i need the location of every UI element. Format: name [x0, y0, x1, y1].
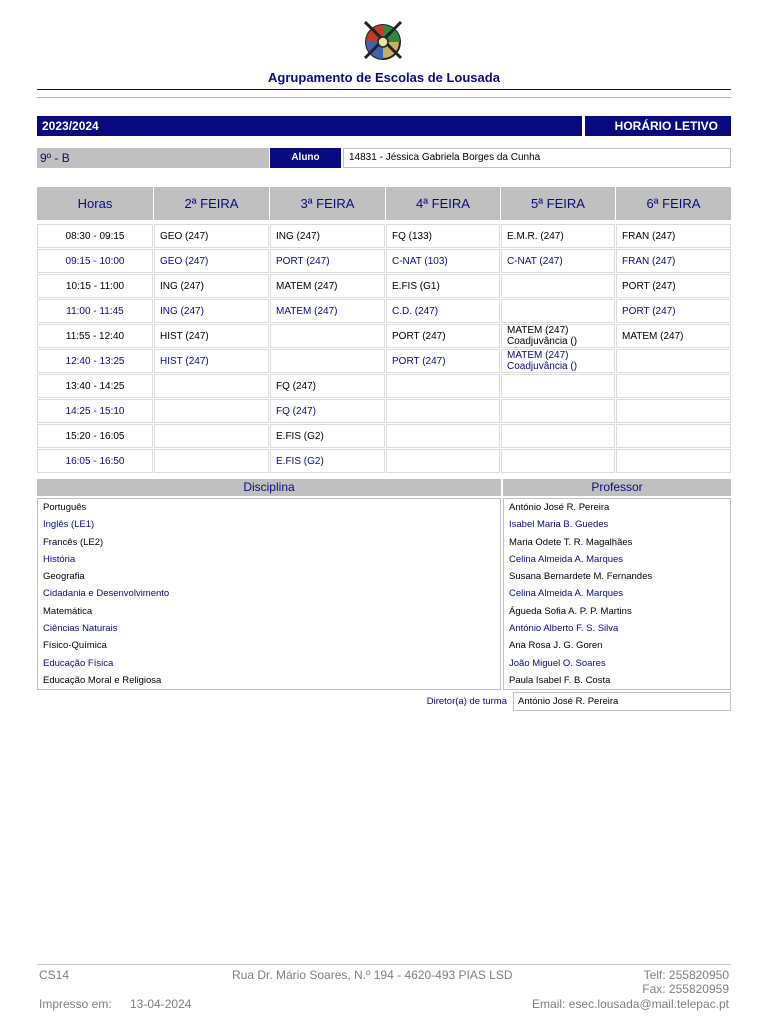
header-divider-top [37, 89, 731, 90]
class-cell-wednesday [386, 374, 500, 398]
class-cell-friday: MATEM (247) [616, 324, 731, 348]
class-cell-friday [616, 449, 731, 473]
class-cell-thursday [501, 274, 615, 298]
col-header-tuesday: 3ª FEIRA [270, 187, 385, 220]
class-cell-tuesday: ING (247) [270, 224, 385, 248]
schedule-row [37, 449, 731, 473]
class-cell-thursday [501, 374, 615, 398]
class-cell-monday [154, 399, 269, 423]
footer-divider [37, 964, 731, 965]
discipline-item: Educação Moral e Religiosa [43, 674, 162, 686]
teacher-item: Ana Rosa J. G. Goren [509, 640, 603, 652]
class-cell-tuesday: E.FIS (G2) [270, 449, 385, 473]
col-header-monday: 2ª FEIRA [154, 187, 269, 220]
class-cell-tuesday: MATEM (247) [270, 299, 385, 323]
time-slot: 16:05 - 16:50 [37, 449, 153, 473]
schedule-row [37, 374, 731, 398]
time-slot: 12:40 - 13:25 [37, 349, 153, 373]
schedule-header-row [37, 187, 731, 220]
teacher-item: Paula Isabel F. B. Costa [509, 674, 611, 686]
class-cell-friday: FRAN (247) [616, 224, 731, 248]
discipline-item: Português [43, 502, 87, 513]
class-cell-thursday [501, 424, 615, 448]
discipline-item: História [43, 553, 76, 565]
schedule-row [37, 349, 731, 373]
teacher-header: Professor [503, 479, 731, 496]
time-slot: 11:00 - 11:45 [37, 299, 153, 323]
class-cell-monday [154, 424, 269, 448]
class-cell-monday: ING (247) [154, 299, 269, 323]
schedule-row [37, 324, 731, 348]
teacher-item: Águeda Sofia A. P. P. Martins [509, 605, 632, 617]
teacher-item: João Miguel O. Soares [509, 657, 606, 669]
class-name: 9º - B [37, 148, 269, 168]
col-header-hours: Horas [37, 187, 153, 220]
teacher-item: Celina Almeida A. Marques [509, 553, 624, 565]
class-cell-friday [616, 349, 731, 373]
class-cell-thursday: C-NAT (247) [501, 249, 615, 273]
class-director-value: António José R. Pereira [513, 692, 731, 711]
class-director-label: Diretor(a) de turma [426, 696, 507, 707]
time-slot: 13:40 - 14:25 [37, 374, 153, 398]
discipline-list [37, 498, 501, 690]
class-cell-wednesday: E.FIS (G1) [386, 274, 500, 298]
schedule-row [37, 399, 731, 423]
time-slot: 11:55 - 12:40 [37, 324, 153, 348]
class-cell-friday [616, 424, 731, 448]
footer-email: Email: esec.lousada@mail.telepac.pt [532, 997, 729, 1011]
class-cell-wednesday [386, 424, 500, 448]
class-cell-wednesday: C.D. (247) [386, 299, 500, 323]
discipline-item: Físico-Química [43, 640, 107, 652]
class-cell-tuesday [270, 349, 385, 373]
class-cell-thursday [501, 449, 615, 473]
discipline-item: Francês (LE2) [43, 536, 104, 548]
school-year: 2023/2024 [37, 116, 582, 136]
teacher-item: Isabel Maria B. Guedes [509, 519, 609, 531]
schedule-row [37, 299, 731, 323]
class-cell-friday: PORT (247) [616, 274, 731, 298]
footer-printed-label: Impresso em: [39, 997, 112, 1011]
footer-fax: Fax: 255820959 [642, 982, 729, 996]
class-cell-monday: HIST (247) [154, 349, 269, 373]
discipline-item: Cidadania e Desenvolvimento [43, 588, 170, 600]
teacher-item: Celina Almeida A. Marques [509, 588, 624, 600]
schedule-row [37, 249, 731, 273]
class-cell-monday [154, 449, 269, 473]
student-value: 14831 - Jéssica Gabriela Borges da Cunha [343, 148, 731, 168]
class-cell-friday [616, 399, 731, 423]
class-cell-monday: GEO (247) [154, 224, 269, 248]
class-cell-thursday: MATEM (247) Coadjuvância () [501, 324, 615, 348]
footer-code: CS14 [39, 968, 70, 982]
class-cell-wednesday: PORT (247) [386, 324, 500, 348]
time-slot: 15:20 - 16:05 [37, 424, 153, 448]
teacher-item: Maria Odete T. R. Magalhães [509, 536, 633, 548]
discipline-item: Ciências Naturais [43, 623, 118, 635]
class-cell-wednesday: PORT (247) [386, 349, 500, 373]
class-cell-monday: HIST (247) [154, 324, 269, 348]
class-cell-wednesday: C-NAT (103) [386, 249, 500, 273]
footer-printed-date: 13-04-2024 [130, 997, 192, 1011]
class-cell-friday [616, 374, 731, 398]
class-cell-tuesday: FQ (247) [270, 399, 385, 423]
discipline-item: Geografia [43, 571, 85, 583]
teacher-item: António José R. Pereira [509, 502, 610, 513]
class-cell-tuesday: FQ (247) [270, 374, 385, 398]
class-cell-wednesday: FQ (133) [386, 224, 500, 248]
student-label: Aluno [270, 148, 341, 168]
footer-address: Rua Dr. Mário Soares, N.º 194 - 4620-493 PIAS LSD [232, 968, 513, 982]
class-cell-thursday [501, 399, 615, 423]
teacher-item: António Alberto F. S. Silva [509, 623, 619, 635]
class-cell-monday: ING (247) [154, 274, 269, 298]
class-cell-thursday: MATEM (247) Coadjuvância () [501, 349, 615, 373]
col-header-thursday: 5ª FEIRA [501, 187, 615, 220]
discipline-item: Educação Física [43, 657, 114, 669]
schedule-type: HORÁRIO LETIVO [585, 116, 731, 136]
schedule-row [37, 424, 731, 448]
footer-phone: Telf: 255820950 [643, 968, 729, 982]
class-cell-friday: FRAN (247) [616, 249, 731, 273]
time-slot: 14:25 - 15:10 [37, 399, 153, 423]
school-crest-logo-icon [357, 14, 409, 66]
class-cell-wednesday [386, 399, 500, 423]
class-cell-friday: PORT (247) [616, 299, 731, 323]
class-cell-thursday: E.M.R. (247) [501, 224, 615, 248]
col-header-wednesday: 4ª FEIRA [386, 187, 500, 220]
class-cell-monday [154, 374, 269, 398]
school-name: Agrupamento de Escolas de Lousada [268, 70, 500, 85]
class-cell-tuesday: MATEM (247) [270, 274, 385, 298]
class-cell-wednesday [386, 449, 500, 473]
class-cell-monday: GEO (247) [154, 249, 269, 273]
schedule-row [37, 274, 731, 298]
schedule-table [36, 186, 732, 474]
discipline-item: Inglês (LE1) [43, 519, 95, 531]
col-header-friday: 6ª FEIRA [616, 187, 731, 220]
header-divider-bottom [37, 97, 731, 98]
discipline-header: Disciplina [37, 479, 501, 496]
class-cell-tuesday [270, 324, 385, 348]
class-cell-tuesday: PORT (247) [270, 249, 385, 273]
time-slot: 09:15 - 10:00 [37, 249, 153, 273]
time-slot: 10:15 - 11:00 [37, 274, 153, 298]
class-cell-thursday [501, 299, 615, 323]
teacher-item: Susana Bernardete M. Fernandes [509, 571, 653, 583]
schedule-row [37, 224, 731, 248]
teacher-list [503, 498, 731, 690]
time-slot: 08:30 - 09:15 [37, 224, 153, 248]
class-cell-tuesday: E.FIS (G2) [270, 424, 385, 448]
discipline-item: Matemática [43, 605, 93, 617]
